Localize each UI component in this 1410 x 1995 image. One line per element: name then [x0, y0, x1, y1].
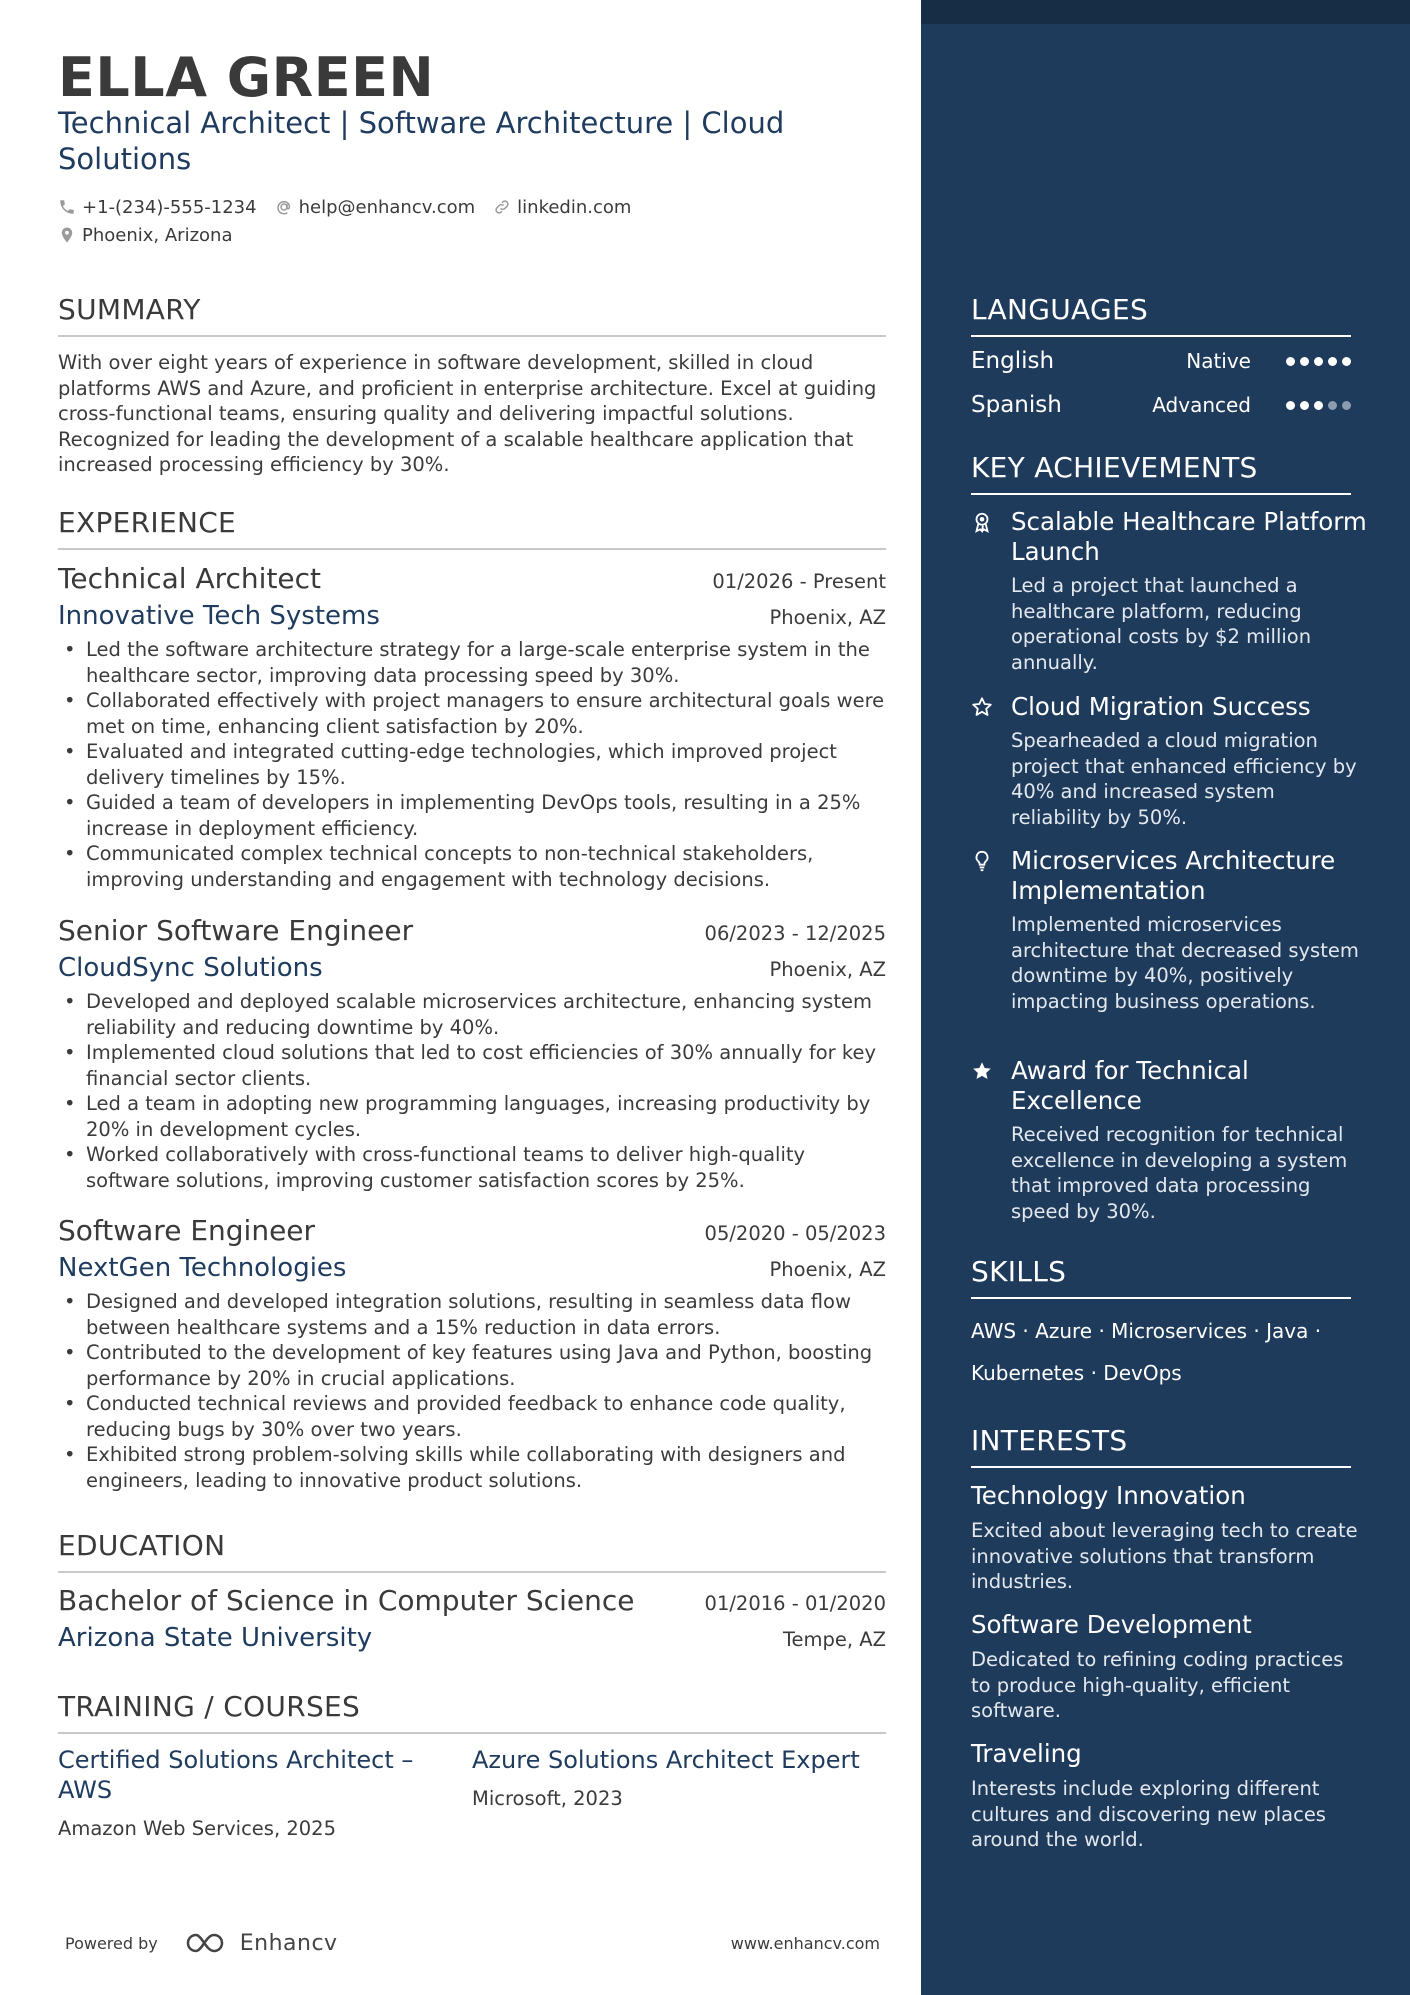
achievement-title: Microservices Architecture Implementation — [1011, 846, 1336, 905]
bullet-item: • Evaluated and integrated cutting-edge technologies, which improved project delivery timelines by 15%. — [58, 739, 886, 790]
email-link[interactable]: help@enhancv.com — [298, 196, 476, 218]
achievement-entry — [971, 846, 1371, 1014]
bullet-item: • Contributed to the development of key features using Java and Python, boosting performance by 20% in crucial applications. — [58, 1340, 886, 1391]
company-name: Innovative Tech Systems — [58, 601, 380, 631]
rating-dot — [1286, 401, 1295, 410]
job-title: Senior Software Engineer — [58, 914, 414, 947]
achievement-description: Spearheaded a cloud migration project that enhanced efficiency by 40% and increased system reliability by 50%. — [1011, 729, 1357, 829]
link-icon — [493, 198, 511, 216]
language-entry — [971, 348, 1351, 374]
footer-url[interactable]: www.enhancv.com — [730, 1933, 880, 1953]
at-icon — [275, 198, 293, 216]
experience-heading: EXPERIENCE — [58, 506, 886, 550]
skill-tag: Java — [1266, 1319, 1309, 1343]
rating-dot — [1314, 401, 1323, 410]
achievement-description: Implemented microservices architecture that decreased system downtime by 40%, positively impacting business operations. — [1011, 913, 1359, 1013]
course-provider: Microsoft, 2023 — [472, 1787, 623, 1810]
company-name: NextGen Technologies — [58, 1253, 347, 1283]
skill-tag: AWS — [971, 1319, 1017, 1343]
summary-text: With over eight years of experience in software development, skilled in cloud platforms AWS and Azure, and proficient in enterprise architecture. Excel at guiding cross-functional teams, ensuring quality and delivering impactful solutions. Recognized for leading the development of a scalable healthcare application that increased processing efficiency by 30%. — [58, 351, 877, 476]
education-heading: EDUCATION — [58, 1529, 886, 1573]
school-name: Arizona State University — [58, 1623, 373, 1653]
achievement-description: Led a project that launched a healthcare platform, reducing operational costs by $2 million annually. — [1011, 574, 1312, 674]
degree-title: Bachelor of Science in Computer Science — [58, 1584, 635, 1617]
location-pin-icon — [58, 226, 76, 244]
bullet-item: • Communicated complex technical concepts to non-technical stakeholders, improving understanding and engagement with technology decisions. — [58, 841, 886, 892]
phone-text: +1-(234)-555-1234 — [82, 196, 257, 218]
award-ribbon-icon — [971, 511, 993, 533]
contact-info — [58, 193, 858, 249]
interest-title: Software Development — [971, 1610, 1252, 1639]
interest-description: Interests include exploring different cultures and discovering new places around the world. — [971, 1777, 1326, 1851]
course-provider: Amazon Web Services, 2025 — [58, 1817, 336, 1840]
bullet-list — [58, 1289, 886, 1493]
achievements-heading: KEY ACHIEVEMENTS — [971, 451, 1351, 495]
lightbulb-icon — [971, 850, 993, 872]
interests-heading: INTERESTS — [971, 1424, 1351, 1468]
proficiency-dots — [1281, 357, 1351, 366]
language-name: Spanish — [971, 392, 1062, 418]
skill-tag: DevOps — [1103, 1361, 1182, 1385]
interest-title: Technology Innovation — [971, 1481, 1246, 1510]
interest-description: Dedicated to refining coding practices to produce high-quality, efficient software. — [971, 1648, 1344, 1722]
interest-description: Excited about leveraging tech to create innovative solutions that transform industries. — [971, 1519, 1358, 1593]
experience-entry — [58, 1214, 886, 1493]
rating-dot — [1314, 357, 1323, 366]
contact-location — [58, 225, 232, 246]
skill-tag: Microservices — [1111, 1319, 1248, 1343]
achievement-entry — [971, 507, 1371, 675]
job-location: Phoenix, AZ — [769, 606, 886, 629]
phone-icon — [58, 198, 76, 216]
language-level: Native — [1186, 349, 1251, 373]
experience-entry — [58, 914, 886, 1193]
bullet-item: • Exhibited strong problem-solving skills while collaborating with designers and engineers, leading to innovative product solutions. — [58, 1442, 886, 1493]
skills-list: AWS · Azure · Microservices · Java · Kubernetes · DevOps — [971, 1319, 1322, 1385]
languages-heading: LANGUAGES — [971, 293, 1351, 337]
achievement-entry — [971, 692, 1371, 830]
job-location: Phoenix, AZ — [769, 1258, 886, 1281]
powered-by-label: Powered by — [65, 1933, 158, 1953]
education-location: Tempe, AZ — [782, 1628, 886, 1651]
job-dates: 05/2020 - 05/2023 — [704, 1222, 886, 1245]
job-dates: 01/2026 - Present — [712, 570, 886, 593]
bullet-item: • Guided a team of developers in implementing DevOps tools, resulting in a 25% increase in deployment efficiency. — [58, 790, 886, 841]
rating-dot — [1286, 357, 1295, 366]
contact-email[interactable] — [275, 197, 476, 218]
course-title: Azure Solutions Architect Expert — [472, 1746, 860, 1774]
achievement-entry — [971, 1056, 1371, 1224]
course-title: Certified Solutions Architect – AWS — [58, 1746, 414, 1804]
rating-dot — [1300, 401, 1309, 410]
bullet-item: • Led a team in adopting new programming languages, increasing productivity by 20% in development cycles. — [58, 1091, 886, 1142]
contact-phone — [58, 197, 257, 218]
achievement-description: Received recognition for technical excellence in developing a system that improved data processing speed by 30%. — [1011, 1123, 1348, 1223]
language-entry — [971, 392, 1351, 418]
interest-entry — [971, 1610, 1361, 1724]
bullet-list — [58, 989, 886, 1193]
location-text: Phoenix, Arizona — [82, 224, 233, 246]
rating-dot — [1328, 401, 1337, 410]
proficiency-dots — [1281, 401, 1351, 410]
achievement-title: Award for Technical Excellence — [1011, 1056, 1249, 1115]
rating-dot — [1342, 401, 1351, 410]
skill-tag: Kubernetes — [971, 1361, 1085, 1385]
education-entry — [58, 1584, 886, 1653]
experience-entry — [58, 562, 886, 892]
candidate-name: ELLA GREEN — [58, 46, 435, 109]
bullet-item: • Led the software architecture strategy for a large-scale enterprise system in the healthcare sector, improving data processing speed by 30%. — [58, 637, 886, 688]
bullet-item: • Implemented cloud solutions that led to cost efficiencies of 30% annually for key financial sector clients. — [58, 1040, 886, 1091]
bullet-item: • Developed and deployed scalable microservices architecture, enhancing system reliability and reducing downtime by 40%. — [58, 989, 886, 1040]
enhancv-logo-icon — [184, 1930, 232, 1956]
star-outline-icon — [971, 696, 993, 718]
enhancv-brand[interactable] — [65, 1930, 338, 1956]
courses-list — [58, 1745, 886, 1840]
job-dates: 06/2023 - 12/2025 — [704, 922, 886, 945]
brand-name: Enhancv — [239, 1930, 338, 1956]
footer — [65, 1930, 880, 1956]
sidebar-top-bar — [921, 0, 1410, 24]
bullet-item: • Conducted technical reviews and provided feedback to enhance code quality, reducing bugs by 30% over two years. — [58, 1391, 886, 1442]
language-level: Advanced — [1152, 393, 1251, 417]
contact-linkedin[interactable] — [493, 197, 631, 218]
bullet-item: • Worked collaboratively with cross-functional teams to deliver high-quality software solutions, improving customer satisfaction scores by 25%. — [58, 1142, 886, 1193]
course-entry — [472, 1745, 886, 1840]
rating-dot — [1328, 357, 1337, 366]
bullet-item: • Collaborated effectively with project managers to ensure architectural goals were met on time, enhancing client satisfaction by 20%. — [58, 688, 886, 739]
education-dates: 01/2016 - 01/2020 — [704, 1592, 886, 1615]
linkedin-link[interactable]: linkedin.com — [517, 196, 632, 218]
company-name: CloudSync Solutions — [58, 953, 323, 983]
star-filled-icon — [971, 1060, 993, 1082]
achievement-title: Cloud Migration Success — [1011, 692, 1311, 721]
skill-tag: Azure — [1035, 1319, 1093, 1343]
job-location: Phoenix, AZ — [769, 958, 886, 981]
rating-dot — [1300, 357, 1309, 366]
course-entry — [58, 1745, 472, 1840]
headline: Technical Architect | Software Architecture | Cloud Solutions — [58, 106, 785, 176]
sidebar — [921, 0, 1410, 1995]
interest-entry — [971, 1739, 1361, 1853]
rating-dot — [1342, 357, 1351, 366]
job-title: Software Engineer — [58, 1214, 316, 1247]
interest-title: Traveling — [971, 1739, 1082, 1768]
job-title: Technical Architect — [58, 562, 322, 595]
bullet-item: • Designed and developed integration solutions, resulting in seamless data flow between healthcare systems and a 15% reduction in data errors. — [58, 1289, 886, 1340]
summary-heading: SUMMARY — [58, 293, 886, 337]
bullet-list — [58, 637, 886, 892]
interest-entry — [971, 1481, 1361, 1595]
language-name: English — [971, 348, 1055, 374]
training-heading: TRAINING / COURSES — [58, 1690, 886, 1734]
achievement-title: Scalable Healthcare Platform Launch — [1011, 507, 1367, 566]
skills-heading: SKILLS — [971, 1255, 1351, 1299]
